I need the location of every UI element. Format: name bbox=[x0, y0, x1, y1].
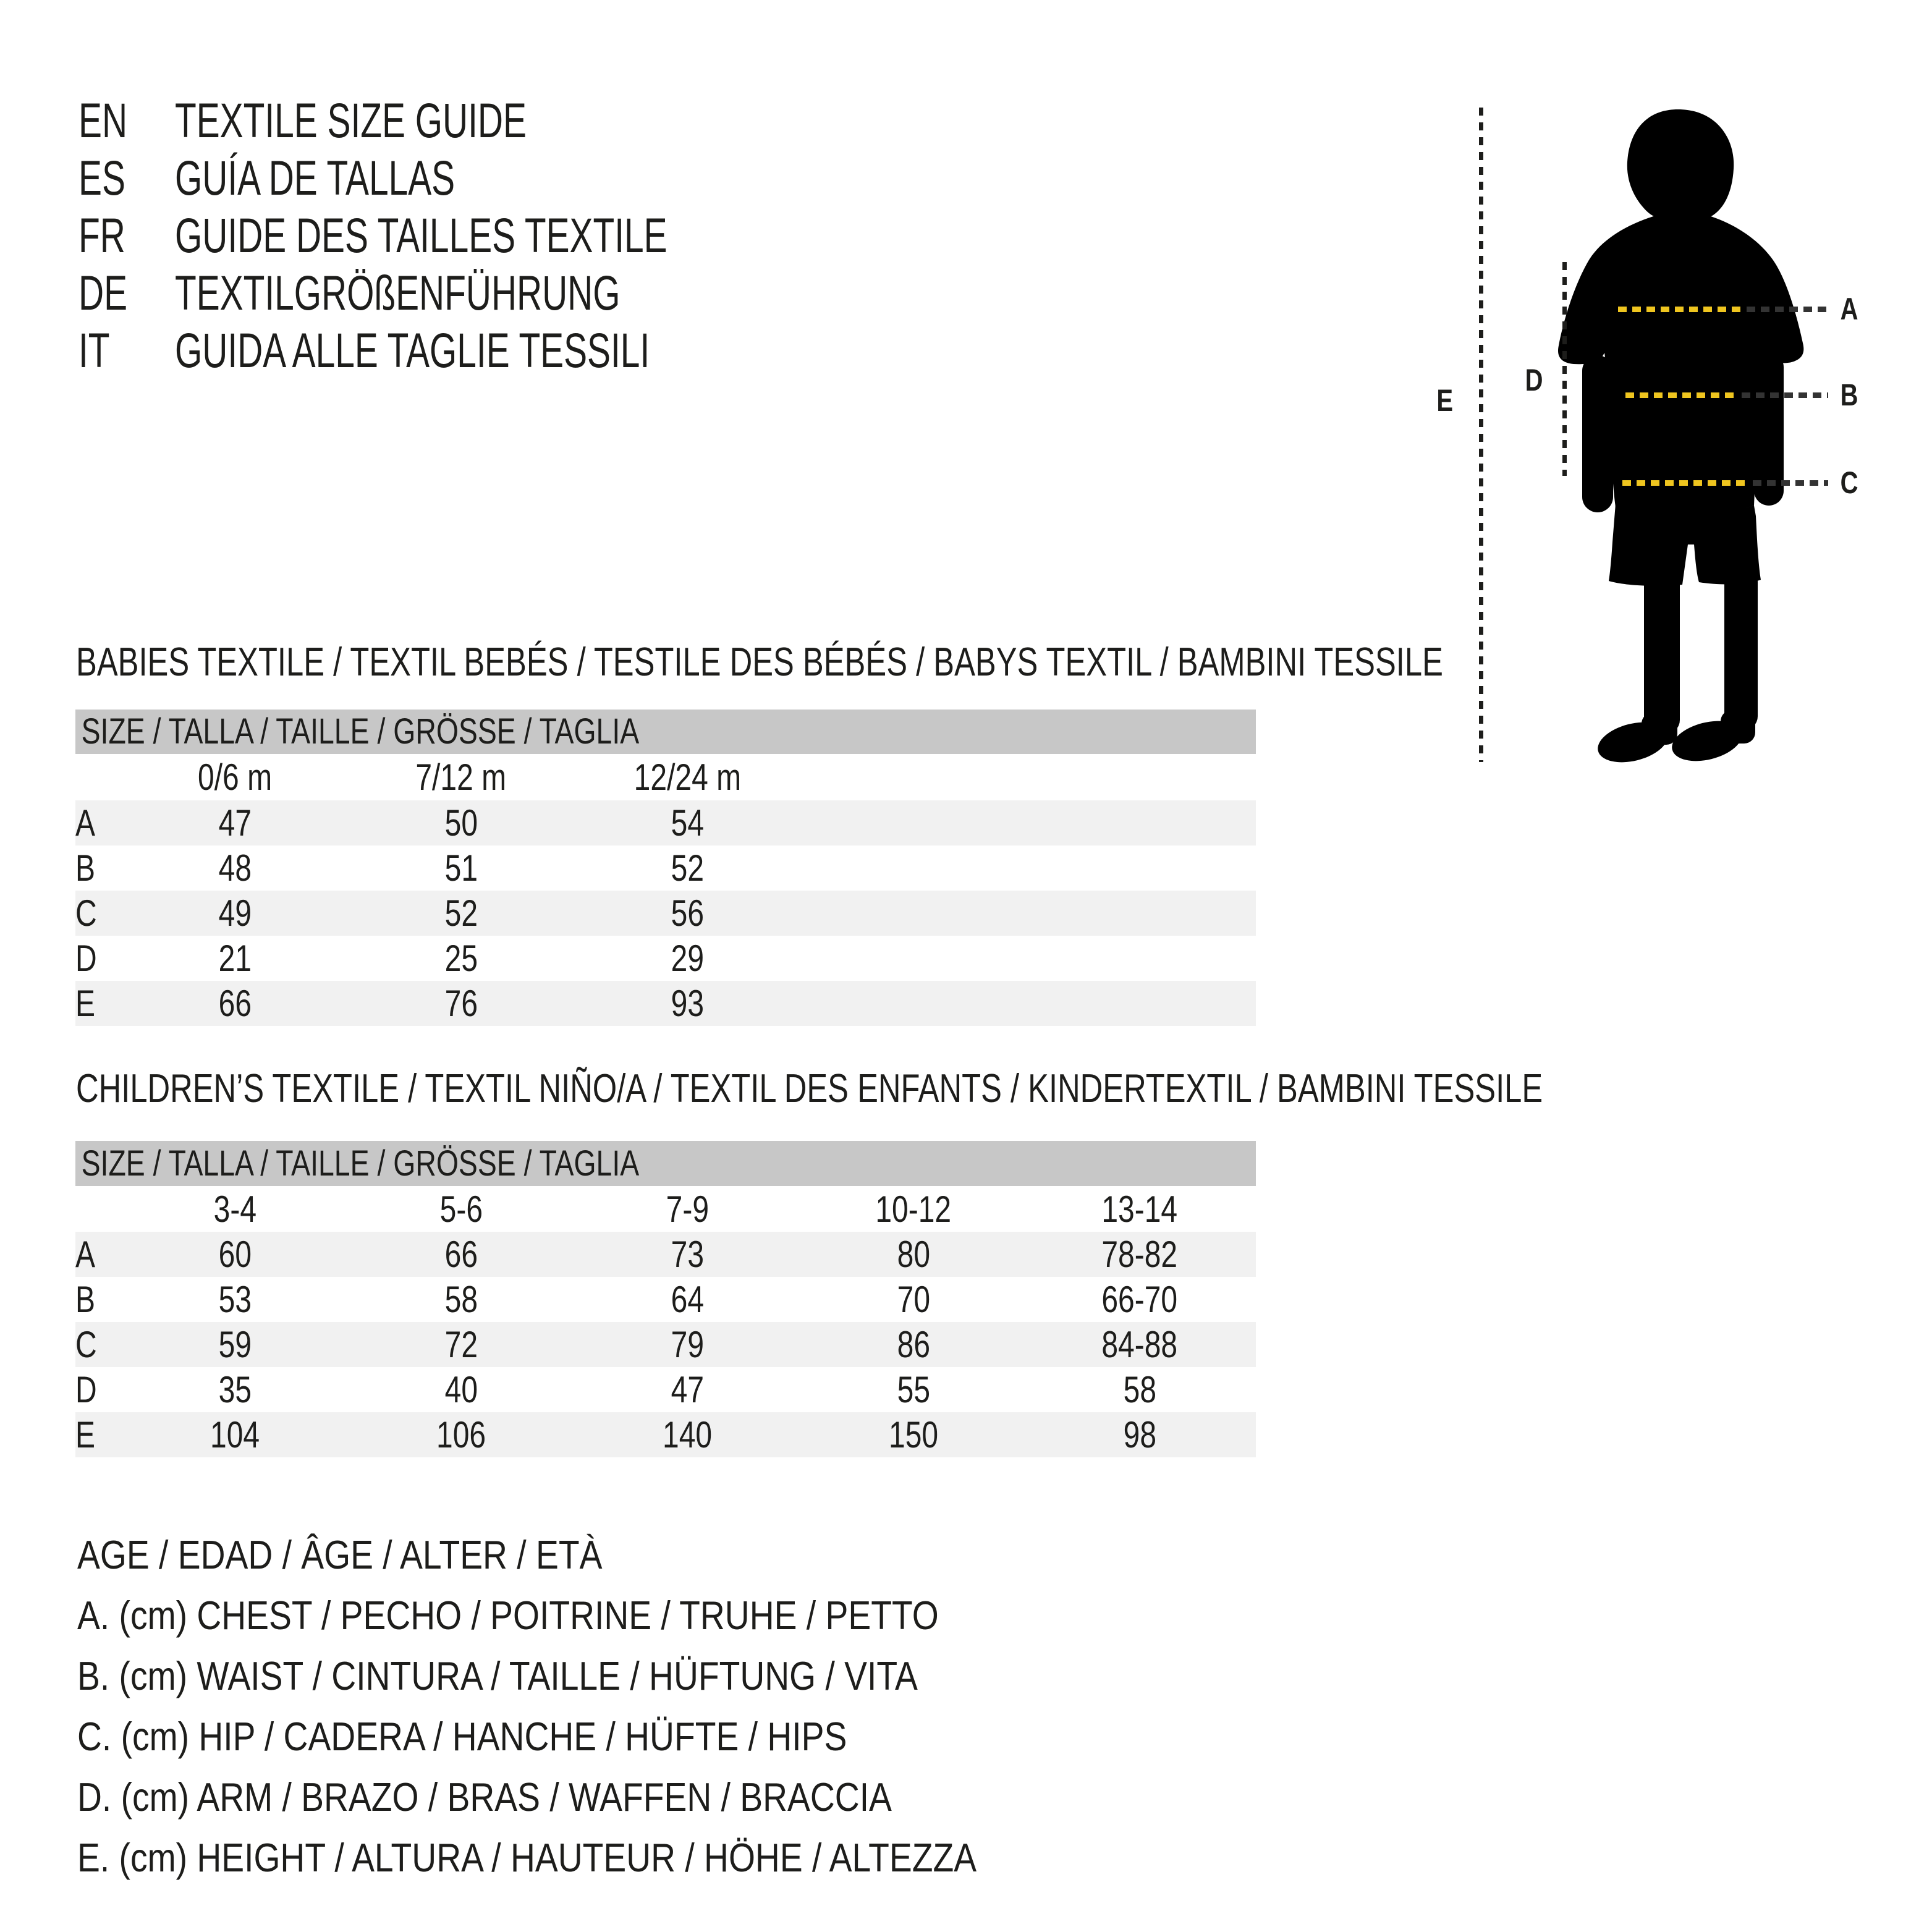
column-header-text: 13-14 bbox=[1101, 1188, 1178, 1230]
row-label-text: E bbox=[75, 983, 96, 1024]
cell-value bbox=[574, 981, 800, 1026]
legend-line-chest bbox=[77, 1585, 1135, 1646]
cell-value bbox=[122, 981, 348, 1026]
column-header bbox=[574, 1186, 800, 1232]
table-row bbox=[75, 1412, 1256, 1457]
cell-value bbox=[574, 845, 800, 891]
marker-label-e bbox=[1425, 383, 1465, 418]
cell-value bbox=[1027, 1367, 1253, 1412]
chest-measure-line-a bbox=[1618, 307, 1743, 312]
column-header-text: 7/12 m bbox=[415, 756, 507, 798]
cell-value bbox=[574, 1277, 800, 1322]
column-header-text: 5-6 bbox=[439, 1188, 483, 1230]
cell-value-text: 52 bbox=[444, 892, 478, 934]
lang-title-text: TEXTILE SIZE GUIDE bbox=[175, 93, 527, 148]
cell-value bbox=[574, 1322, 800, 1367]
row-label bbox=[75, 845, 122, 891]
lang-row-en bbox=[78, 91, 858, 149]
children-column-header-row bbox=[75, 1186, 1256, 1232]
cell-value-text: 86 bbox=[897, 1324, 930, 1365]
row-label-text: D bbox=[75, 1369, 97, 1410]
cell-value bbox=[574, 1232, 800, 1277]
row-label bbox=[75, 1232, 122, 1277]
table-row bbox=[75, 981, 1256, 1026]
lang-code bbox=[78, 206, 175, 264]
cell-value bbox=[574, 1412, 800, 1457]
marker-label-a-text: A bbox=[1840, 292, 1858, 326]
lang-row-it bbox=[78, 321, 858, 379]
table-row bbox=[75, 891, 1256, 936]
column-header-text: 10-12 bbox=[875, 1188, 952, 1230]
table-row bbox=[75, 1367, 1256, 1412]
corner-cell bbox=[75, 1186, 122, 1232]
cell-value bbox=[574, 1367, 800, 1412]
filler-cell bbox=[800, 800, 1256, 845]
cell-value-text: 70 bbox=[897, 1279, 930, 1320]
lang-row-fr bbox=[78, 206, 858, 264]
filler-cell bbox=[1253, 1412, 1256, 1457]
cell-value bbox=[800, 1232, 1027, 1277]
chest-measure-leader-a bbox=[1747, 307, 1828, 312]
lang-code bbox=[78, 264, 175, 321]
row-label bbox=[75, 1412, 122, 1457]
marker-label-c bbox=[1829, 465, 1869, 500]
cell-value bbox=[122, 1322, 348, 1367]
filler-cell bbox=[1253, 1186, 1256, 1232]
lang-title bbox=[175, 321, 858, 379]
cell-value bbox=[122, 1367, 348, 1412]
marker-label-c-text: C bbox=[1840, 465, 1858, 500]
babies-section-heading-text: BABIES TEXTILE / TEXTIL BEBÉS / TESTILE DES BÉBÉS / BABYS TEXTIL / BAMBINI TESSILE bbox=[76, 639, 1443, 684]
cell-value-text: 80 bbox=[897, 1234, 930, 1275]
babies-section-heading bbox=[76, 639, 1829, 684]
marker-label-b bbox=[1829, 378, 1869, 412]
lang-title-text: GUIDA ALLE TAGLIE TESSILI bbox=[175, 323, 650, 378]
column-header-text: 0/6 m bbox=[197, 756, 273, 798]
cell-value bbox=[122, 936, 348, 981]
table-row bbox=[75, 845, 1256, 891]
children-size-table bbox=[75, 1186, 1256, 1457]
column-header-text: 7-9 bbox=[666, 1188, 709, 1230]
lang-code bbox=[78, 91, 175, 149]
children-section-heading-text: CHILDREN’S TEXTILE / TEXTIL NIÑO/A / TEXTIL DES ENFANTS / KINDERTEXTIL / BAMBINI TESSILE bbox=[76, 1066, 1543, 1111]
row-label bbox=[75, 800, 122, 845]
cell-value bbox=[122, 845, 348, 891]
cell-value-text: 104 bbox=[210, 1414, 260, 1455]
language-title-list bbox=[78, 91, 858, 379]
corner-cell bbox=[75, 754, 122, 800]
marker-label-d-text: D bbox=[1525, 363, 1543, 397]
babies-size-table bbox=[75, 754, 1256, 1026]
lang-row-de bbox=[78, 264, 858, 321]
filler-cell bbox=[800, 981, 1256, 1026]
marker-label-b-text: B bbox=[1840, 378, 1858, 412]
cell-value bbox=[348, 1367, 574, 1412]
lang-title bbox=[175, 264, 858, 321]
cell-value-text: 93 bbox=[671, 983, 704, 1024]
lang-title bbox=[175, 149, 858, 206]
column-header bbox=[800, 1186, 1027, 1232]
babies-column-header-row bbox=[75, 754, 1256, 800]
children-section-heading bbox=[76, 1066, 1932, 1111]
row-label-text: C bbox=[75, 892, 97, 934]
hip-measure-leader-c bbox=[1753, 480, 1828, 486]
cell-value bbox=[800, 1367, 1027, 1412]
filler-cell bbox=[1253, 1232, 1256, 1277]
cell-value-text: 29 bbox=[671, 938, 704, 979]
cell-value-text: 106 bbox=[436, 1414, 486, 1455]
lang-code bbox=[78, 321, 175, 379]
row-label-text: B bbox=[75, 847, 96, 889]
cell-value bbox=[348, 1322, 574, 1367]
lang-code-text: DE bbox=[78, 265, 128, 320]
cell-value bbox=[348, 1412, 574, 1457]
arm-measure-line-d bbox=[1562, 262, 1567, 476]
cell-value-text: 76 bbox=[444, 983, 478, 1024]
cell-value-text: 56 bbox=[671, 892, 704, 934]
babies-size-header-text: SIZE / TALLA / TAILLE / GRÖSSE / TAGLIA bbox=[81, 711, 640, 752]
cell-value-text: 79 bbox=[671, 1324, 704, 1365]
children-size-header-bar bbox=[75, 1141, 1256, 1186]
cell-value-text: 54 bbox=[671, 802, 704, 844]
cell-value-text: 60 bbox=[218, 1234, 252, 1275]
cell-value bbox=[122, 1277, 348, 1322]
marker-label-d bbox=[1514, 363, 1554, 397]
lang-code-text: IT bbox=[78, 323, 110, 378]
cell-value-text: 58 bbox=[1123, 1369, 1156, 1410]
legend-line-age bbox=[77, 1525, 1135, 1585]
table-row bbox=[75, 1277, 1256, 1322]
waist-measure-leader-b bbox=[1742, 392, 1828, 398]
cell-value-text: 66 bbox=[218, 983, 252, 1024]
filler-cell bbox=[1253, 1322, 1256, 1367]
filler-cell bbox=[800, 845, 1256, 891]
legend-line-height-text: E. (cm) HEIGHT / ALTURA / HAUTEUR / HÖHE / ALTEZZA bbox=[77, 1835, 977, 1880]
cell-value-text: 48 bbox=[218, 847, 252, 889]
cell-value bbox=[1027, 1412, 1253, 1457]
row-label bbox=[75, 981, 122, 1026]
column-header-text: 12/24 m bbox=[633, 756, 741, 798]
lang-code-text: EN bbox=[78, 93, 128, 148]
filler-cell bbox=[1253, 1277, 1256, 1322]
cell-value bbox=[1027, 1322, 1253, 1367]
row-label-text: E bbox=[75, 1414, 96, 1455]
cell-value-text: 73 bbox=[671, 1234, 704, 1275]
cell-value bbox=[122, 1412, 348, 1457]
lang-title-text: GUIDE DES TAILLES TEXTILE bbox=[175, 208, 667, 263]
column-header bbox=[122, 1186, 348, 1232]
cell-value bbox=[800, 1412, 1027, 1457]
cell-value-text: 49 bbox=[218, 892, 252, 934]
row-label-text: C bbox=[75, 1324, 97, 1365]
legend-line-hip-text: C. (cm) HIP / CADERA / HANCHE / HÜFTE / HIPS bbox=[77, 1714, 847, 1759]
cell-value-text: 78-82 bbox=[1101, 1234, 1178, 1275]
lang-row-es bbox=[78, 149, 858, 206]
cell-value-text: 51 bbox=[444, 847, 478, 889]
cell-value-text: 53 bbox=[218, 1279, 252, 1320]
cell-value bbox=[348, 981, 574, 1026]
cell-value-text: 50 bbox=[444, 802, 478, 844]
cell-value-text: 52 bbox=[671, 847, 704, 889]
cell-value-text: 64 bbox=[671, 1279, 704, 1320]
cell-value-text: 150 bbox=[888, 1414, 939, 1455]
row-label-text: D bbox=[75, 938, 97, 979]
cell-value-text: 21 bbox=[218, 938, 252, 979]
cell-value-text: 72 bbox=[444, 1324, 478, 1365]
cell-value-text: 25 bbox=[444, 938, 478, 979]
cell-value bbox=[1027, 1232, 1253, 1277]
cell-value-text: 84-88 bbox=[1101, 1324, 1178, 1365]
lang-code-text: ES bbox=[78, 150, 125, 205]
cell-value-text: 98 bbox=[1123, 1414, 1156, 1455]
cell-value-text: 35 bbox=[218, 1369, 252, 1410]
cell-value-text: 55 bbox=[897, 1369, 930, 1410]
row-label-text: A bbox=[75, 802, 96, 844]
cell-value bbox=[122, 891, 348, 936]
column-header bbox=[122, 754, 348, 800]
legend-line-hip bbox=[77, 1706, 1135, 1767]
cell-value-text: 140 bbox=[662, 1414, 713, 1455]
marker-label-a bbox=[1829, 292, 1869, 326]
lang-title-text: TEXTILGRÖßENFÜHRUNG bbox=[175, 265, 621, 320]
filler-cell bbox=[1253, 1367, 1256, 1412]
table-row bbox=[75, 800, 1256, 845]
lang-title bbox=[175, 206, 858, 264]
filler-cell bbox=[800, 936, 1256, 981]
cell-value-text: 66 bbox=[444, 1234, 478, 1275]
cell-value-text: 47 bbox=[218, 802, 252, 844]
waist-measure-line-b bbox=[1625, 392, 1738, 398]
cell-value-text: 58 bbox=[444, 1279, 478, 1320]
hip-measure-line-c bbox=[1622, 480, 1749, 486]
column-header bbox=[348, 1186, 574, 1232]
column-header bbox=[348, 754, 574, 800]
row-label-text: B bbox=[75, 1279, 96, 1320]
cell-value bbox=[348, 800, 574, 845]
marker-label-e-text: E bbox=[1436, 383, 1454, 418]
legend-line-waist-text: B. (cm) WAIST / CINTURA / TAILLE / HÜFTUNG / VITA bbox=[77, 1653, 918, 1698]
cell-value-text: 59 bbox=[218, 1324, 252, 1365]
legend-line-waist bbox=[77, 1646, 1135, 1706]
cell-value bbox=[348, 891, 574, 936]
row-label bbox=[75, 891, 122, 936]
filler-cell bbox=[800, 754, 1256, 800]
cell-value bbox=[800, 1322, 1027, 1367]
cell-value bbox=[1027, 1277, 1253, 1322]
cell-value bbox=[122, 800, 348, 845]
babies-size-header-bar bbox=[75, 710, 1256, 754]
row-label-text: A bbox=[75, 1234, 96, 1275]
measurement-legend bbox=[77, 1525, 1135, 1888]
lang-code bbox=[78, 149, 175, 206]
cell-value bbox=[800, 1277, 1027, 1322]
cell-value bbox=[348, 936, 574, 981]
cell-value bbox=[574, 891, 800, 936]
row-label bbox=[75, 936, 122, 981]
legend-line-height bbox=[77, 1828, 1135, 1888]
table-row bbox=[75, 1322, 1256, 1367]
filler-cell bbox=[800, 891, 1256, 936]
legend-line-arm-text: D. (cm) ARM / BRAZO / BRAS / WAFFEN / BRACCIA bbox=[77, 1774, 892, 1820]
cell-value bbox=[122, 1232, 348, 1277]
row-label bbox=[75, 1367, 122, 1412]
row-label bbox=[75, 1277, 122, 1322]
cell-value bbox=[348, 1277, 574, 1322]
cell-value bbox=[348, 1232, 574, 1277]
column-header-text: 3-4 bbox=[213, 1188, 256, 1230]
cell-value bbox=[574, 936, 800, 981]
cell-value-text: 47 bbox=[671, 1369, 704, 1410]
legend-line-age-text: AGE / EDAD / ÂGE / ALTER / ETÀ bbox=[77, 1532, 603, 1577]
cell-value bbox=[348, 845, 574, 891]
children-size-header-text: SIZE / TALLA / TAILLE / GRÖSSE / TAGLIA bbox=[81, 1143, 640, 1184]
lang-code-text: FR bbox=[78, 208, 125, 263]
row-label bbox=[75, 1322, 122, 1367]
lang-title-text: GUÍA DE TALLAS bbox=[175, 150, 455, 205]
cell-value-text: 40 bbox=[444, 1369, 478, 1410]
column-header bbox=[574, 754, 800, 800]
column-header bbox=[1027, 1186, 1253, 1232]
table-row bbox=[75, 936, 1256, 981]
lang-title bbox=[175, 91, 858, 149]
legend-line-arm bbox=[77, 1767, 1135, 1828]
legend-line-chest-text: A. (cm) CHEST / PECHO / POITRINE / TRUHE / PETTO bbox=[77, 1593, 939, 1638]
cell-value bbox=[574, 800, 800, 845]
cell-value-text: 66-70 bbox=[1101, 1279, 1178, 1320]
table-row bbox=[75, 1232, 1256, 1277]
